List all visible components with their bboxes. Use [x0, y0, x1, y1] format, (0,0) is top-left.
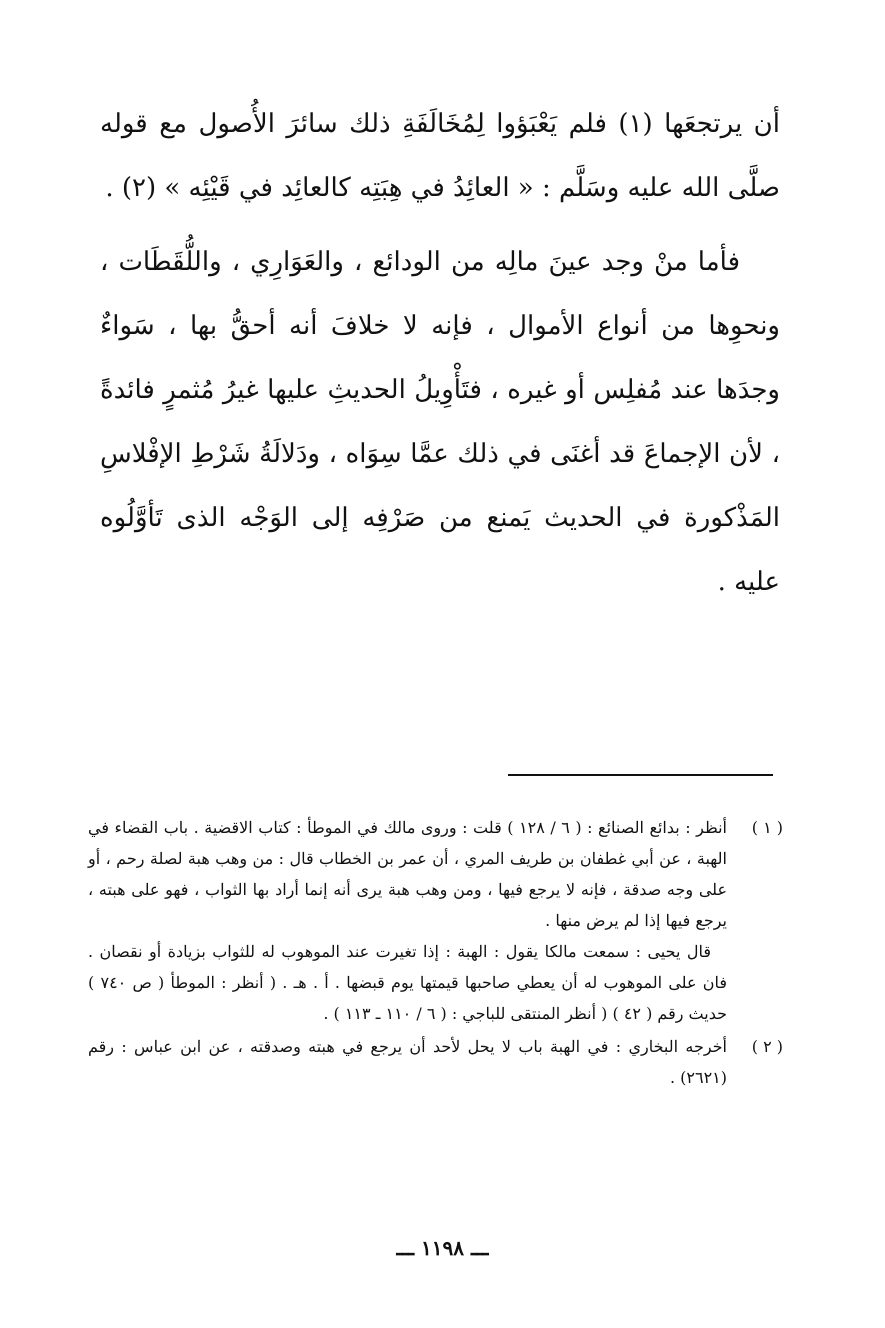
footnote-paragraph: أنظر : بدائع الصنائع : ( ٦ / ١٢٨ ) قلت : وروى مالك في الموطأ : كتاب الاقضية . باب القضاء في الهبة ، عن أبي غطفان بن طريف المري ، أن عمر بن الخطاب قال : من وهب هبة لصلة رحم ، أو على وجه صدقة ، فإنه لا يرجع فيها ، ومن وهب هبة يرى أنه إنما أراد بها الثواب ، فهو على هبته ، يرجع فيها إذا لم يرض منها .	[88, 818, 728, 930]
footnote-body	[88, 1031, 727, 1093]
footnote-number: ( ١ )	[751, 818, 783, 837]
footnote-paragraph: أخرجه البخاري : في الهبة باب لا يحل لأحد أن يرجع في هبته وصدقته ، عن ابن عباس : رقم (٢٦٢١) .	[88, 1037, 727, 1087]
page-number: ـــ ١١٩٨ ـــ	[396, 1236, 489, 1260]
footnote-separator	[508, 774, 773, 776]
footnote-paragraph: قال يحيى : سمعت مالكا يقول : الهبة : إذا تغيرت عند الموهوب له للثواب بزيادة أو نقصان . فان على الموهوب له أن يعطي صاحبها قيمتها يوم قبضها . أ . هـ . ( أنظر : الموطأ ( ص ٧٤٠ ) حديث رقم ( ٤٢ ) ( أنظر المنتقى للباجي : ( ٦ / ١١٠ ـ ١١٣ ) .	[88, 942, 727, 1023]
main-paragraph-2: فأما منْ وجد عينَ مالِه من الودائع ، والعَوَارِي ، واللُّقَطَات ، ونحوِها من أنواع الأموال ، فإنه لا خلافَ أنه أحقُّ بها ، سَواءٌ وجدَها عند مُفلِس أو غيره ، فتَأْوِيلُ الحديثِ عليها غيرُ مُثمرٍ فائدةً ، لأن الإجماعَ قد أغنَى في ذلك عمَّا سِوَاه ، ودَلالَةُ شَرْطِ الإفْلاسِ المَذْكورة في الحديث يَمنع من صَرْفِه إلى الوَجْه الذى تَأوَّلُوه عليه .	[100, 247, 780, 597]
footnote-1	[88, 812, 783, 1029]
footnotes	[88, 812, 783, 1093]
footnote-body	[88, 812, 727, 1029]
main-paragraph-1: أن يرتجعَها (١) فلم يَعْبَؤوا لِمُخَالَفَةِ ذلك سائرَ الأُصول مع قوله صلَّى الله عليه وسَلَّم : « العائِدُ في هِبَتِه كالعائِد في قَيْئِه » (٢) .	[100, 109, 781, 203]
main-text	[100, 92, 780, 614]
footnote-2	[88, 1031, 783, 1093]
footnote-number: ( ٢ )	[751, 1037, 783, 1056]
